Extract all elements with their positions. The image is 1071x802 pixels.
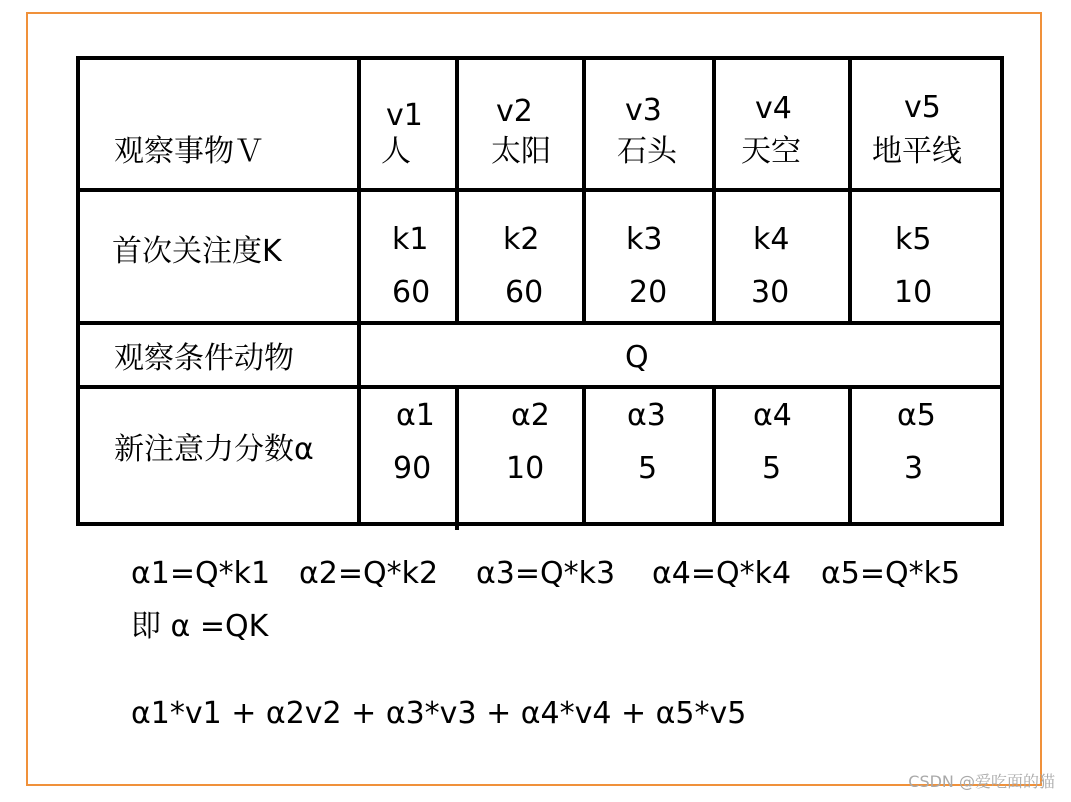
cell-a4-bottom: 5 xyxy=(762,451,782,486)
formula-a5: α5=Q*k5 xyxy=(821,556,961,591)
formula-summary: 即 α =QK xyxy=(131,609,269,644)
formula-a4: α4=Q*k4 xyxy=(652,556,792,591)
row-label-observed: 观察事物Ｖ xyxy=(114,134,264,169)
table-column-line-1 xyxy=(357,56,361,526)
row-label-condition: 观察条件动物 xyxy=(114,341,294,376)
cell-v2-top: v2 xyxy=(496,94,533,129)
cell-v5-top: v5 xyxy=(904,90,941,125)
watermark: CSDN @爱吃面的猫 xyxy=(908,772,1055,791)
formula-weighted-sum: α1*v1 + α2v2 + α3*v3 + α4*v4 + α5*v5 xyxy=(131,696,747,731)
cell-q: Q xyxy=(625,340,649,375)
cell-v3-bottom: 石头 xyxy=(617,134,677,169)
cell-k2-top: k2 xyxy=(503,222,540,257)
table-column-line-2-lower xyxy=(455,385,459,530)
cell-v3-top: v3 xyxy=(625,93,662,128)
cell-k5-bottom: 10 xyxy=(894,275,933,310)
cell-k3-top: k3 xyxy=(626,222,663,257)
cell-k5-top: k5 xyxy=(895,222,932,257)
formula-a3: α3=Q*k3 xyxy=(476,556,616,591)
formula-a2: α2=Q*k2 xyxy=(299,556,439,591)
cell-v2-bottom: 太阳 xyxy=(491,134,551,169)
cell-k1-bottom: 60 xyxy=(392,275,431,310)
cell-v1-top: v1 xyxy=(386,98,423,133)
cell-k3-bottom: 20 xyxy=(629,275,668,310)
table-column-line-5-lower xyxy=(848,385,852,526)
table-column-line-4-lower xyxy=(712,385,716,526)
table-column-line-2 xyxy=(455,56,459,325)
cell-a5-bottom: 3 xyxy=(904,451,924,486)
row-label-attention: 首次关注度K xyxy=(112,234,282,269)
cell-k2-bottom: 60 xyxy=(505,275,544,310)
table-border-top xyxy=(76,56,1004,60)
formula-a1: α1=Q*k1 xyxy=(131,556,271,591)
cell-v5-bottom: 地平线 xyxy=(872,134,962,169)
cell-v4-bottom: 天空 xyxy=(741,134,801,169)
table-divider-1 xyxy=(76,188,1004,192)
cell-k4-top: k4 xyxy=(753,222,790,257)
cell-k1-top: k1 xyxy=(392,222,429,257)
cell-a1-top: α1 xyxy=(396,398,435,433)
table-column-line-3-lower xyxy=(582,385,586,526)
table-column-line-4 xyxy=(712,56,716,325)
cell-a2-bottom: 10 xyxy=(506,451,545,486)
row-label-new-score: 新注意力分数α xyxy=(114,432,314,467)
cell-a5-top: α5 xyxy=(897,398,936,433)
table-divider-2 xyxy=(76,321,1004,325)
table-border-left xyxy=(76,56,80,526)
table-divider-3 xyxy=(76,385,1004,389)
cell-v1-bottom: 人 xyxy=(381,134,411,169)
cell-k4-bottom: 30 xyxy=(751,275,790,310)
cell-a3-bottom: 5 xyxy=(638,451,658,486)
table-border-right xyxy=(1000,56,1004,526)
table-column-line-5 xyxy=(848,56,852,325)
cell-a1-bottom: 90 xyxy=(393,451,432,486)
cell-a3-top: α3 xyxy=(627,398,666,433)
cell-v4-top: v4 xyxy=(755,91,792,126)
table-border-bottom xyxy=(76,522,1004,526)
cell-a4-top: α4 xyxy=(753,398,792,433)
cell-a2-top: α2 xyxy=(511,398,550,433)
table-column-line-3 xyxy=(582,56,586,325)
